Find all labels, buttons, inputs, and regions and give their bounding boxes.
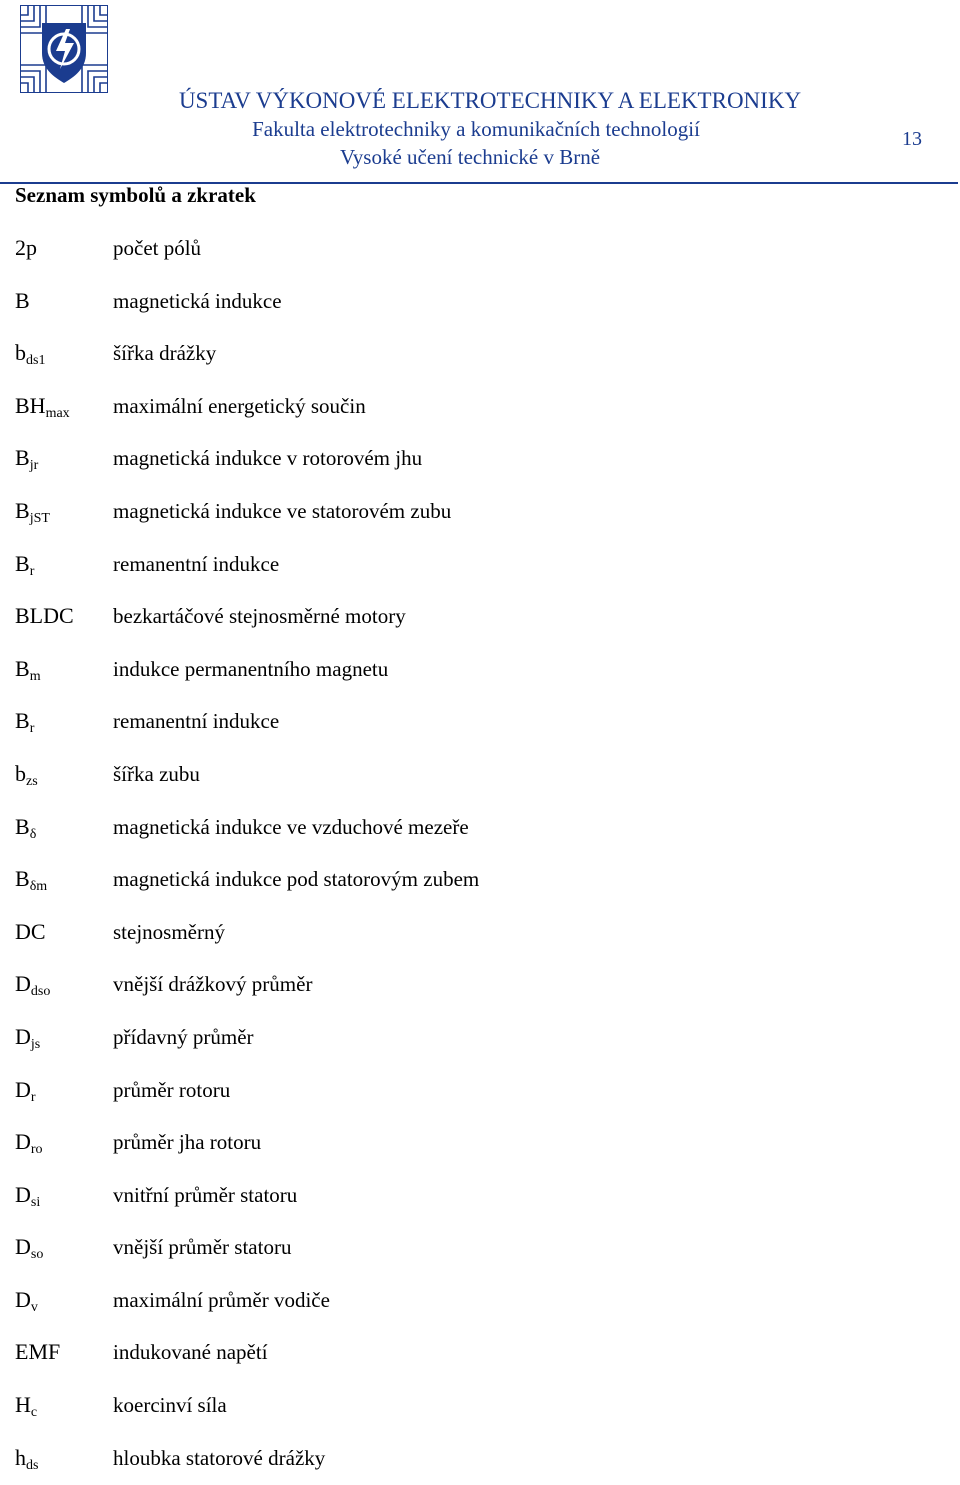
symbol-description: magnetická indukce v rotorovém jhu xyxy=(113,446,423,471)
symbol-subscript: max xyxy=(45,405,70,421)
symbol-base: b xyxy=(15,760,26,786)
symbol-base: B xyxy=(15,655,30,681)
symbol-description: stejnosměrný xyxy=(113,919,225,944)
symbol-subscript: so xyxy=(30,1247,44,1263)
symbol-description: počet pólů xyxy=(113,236,202,260)
symbol xyxy=(15,1392,38,1421)
symbol xyxy=(15,708,35,737)
symbol-subscript: c xyxy=(30,1405,38,1421)
symbol-description: magnetická indukce pod statorovým zubem xyxy=(113,867,480,892)
university-name: Vysoké učení technické v Brně xyxy=(339,145,601,169)
symbol-description: hloubka statorové drážky xyxy=(113,1445,326,1470)
symbol-base: D xyxy=(15,1076,31,1102)
symbol-row xyxy=(0,1117,960,1170)
symbol xyxy=(15,1024,40,1050)
symbol-description: magnetická indukce xyxy=(113,288,282,313)
symbol-row xyxy=(0,1433,960,1485)
symbol-subscript: ro xyxy=(30,1142,43,1158)
symbol-row xyxy=(0,802,960,855)
symbol xyxy=(15,1234,44,1263)
symbol-row xyxy=(0,328,960,381)
symbol-row xyxy=(0,854,960,907)
symbol-subscript: dso xyxy=(30,984,51,1000)
symbol-subscript: δ xyxy=(29,826,37,842)
symbol xyxy=(15,393,70,419)
symbol-description: remanentní indukce xyxy=(113,551,280,576)
symbol-row xyxy=(0,276,960,329)
vut-shield-logo-icon xyxy=(20,5,108,93)
symbol-description: maximální průměr vodiče xyxy=(113,1287,330,1312)
symbol-base: B xyxy=(15,550,30,576)
symbol xyxy=(15,1445,38,1471)
symbol-base: D xyxy=(15,1234,31,1260)
symbol-base: 2p xyxy=(15,235,37,260)
symbol-description: šířka zubu xyxy=(113,761,200,786)
symbol-description: průměr rotoru xyxy=(113,1077,231,1102)
symbol-subscript: jr xyxy=(29,458,39,474)
symbol-description: šířka drážky xyxy=(113,341,217,366)
symbol xyxy=(15,551,34,577)
symbol xyxy=(15,340,46,369)
symbol xyxy=(15,971,51,1000)
symbol-base: BLDC xyxy=(15,603,74,629)
symbol-subscript: jST xyxy=(29,510,50,526)
symbol xyxy=(15,866,48,895)
symbol xyxy=(15,445,39,474)
symbol-row xyxy=(0,749,960,802)
symbol-row xyxy=(0,486,960,539)
symbol-row xyxy=(0,1380,960,1433)
symbol-description: remanentní indukce xyxy=(113,709,280,734)
symbol-description: indukované napětí xyxy=(113,1340,268,1365)
symbol-description: průměr jha rotoru xyxy=(113,1130,262,1155)
symbol-base: D xyxy=(15,1181,31,1207)
symbol-subscript: δm xyxy=(29,879,48,895)
symbol-base: B xyxy=(15,497,30,523)
symbol-base: b xyxy=(15,340,26,366)
symbol-subscript: ds xyxy=(26,1457,39,1473)
symbol-description: bezkartáčové stejnosměrné motory xyxy=(113,604,406,629)
symbol-base: D xyxy=(15,1129,31,1155)
symbol-base: H xyxy=(15,1392,31,1418)
symbol-subscript: r xyxy=(29,721,35,737)
symbol xyxy=(15,656,41,682)
symbol xyxy=(15,1129,43,1158)
symbol xyxy=(15,603,74,629)
symbol xyxy=(15,1182,40,1208)
symbol-base: h xyxy=(15,1444,26,1470)
symbol-row xyxy=(0,381,960,434)
symbol xyxy=(15,235,37,261)
symbol-row xyxy=(0,1327,960,1380)
symbol xyxy=(15,1287,38,1313)
symbol-description: koercinví síla xyxy=(113,1393,227,1418)
symbol-base: DC xyxy=(15,918,46,944)
symbol-base: B xyxy=(15,866,30,892)
symbol-subscript: zs xyxy=(26,773,38,789)
symbol-subscript: ds1 xyxy=(26,353,46,369)
symbol-description: vnější drážkový průměr xyxy=(113,972,313,997)
symbol-row xyxy=(0,1222,960,1275)
symbol xyxy=(15,1077,36,1103)
symbol-subscript: r xyxy=(30,1089,36,1105)
symbol xyxy=(15,288,30,314)
symbol-list xyxy=(0,223,960,1485)
symbol-base: BH xyxy=(15,392,46,418)
section-title: Seznam symbolů a zkratek xyxy=(15,183,256,207)
symbol-description: magnetická indukce ve statorovém zubu xyxy=(113,498,452,523)
symbol-subscript: si xyxy=(30,1194,41,1210)
page-number: 13 xyxy=(902,128,922,150)
symbol-description: vnější průměr statoru xyxy=(113,1235,292,1260)
symbol-description: magnetická indukce ve vzduchové mezeře xyxy=(113,814,469,839)
faculty-name: Fakulta elektrotechniky a komunikačních technologií xyxy=(252,117,700,141)
symbol-base: B xyxy=(15,445,30,471)
symbol-base: B xyxy=(15,813,30,839)
symbol-description: maximální energetický součin xyxy=(113,393,366,418)
symbol xyxy=(15,761,38,787)
institute-name: ÚSTAV VÝKONOVÉ ELEKTROTECHNIKY A ELEKTRONIKY xyxy=(178,88,802,113)
symbol-base: D xyxy=(15,971,31,997)
symbol xyxy=(15,498,50,524)
symbol-base: EMF xyxy=(15,1339,61,1365)
symbol-subscript: v xyxy=(30,1299,38,1315)
symbol-row xyxy=(0,959,960,1012)
symbol-subscript: m xyxy=(29,668,41,684)
symbol-description: vnitřní průměr statoru xyxy=(113,1182,298,1207)
symbol-description: přídavný průměr xyxy=(113,1024,254,1049)
symbol-row xyxy=(0,433,960,486)
symbol xyxy=(15,919,46,945)
symbol-row xyxy=(0,907,960,960)
symbol-row xyxy=(0,1275,960,1328)
symbol-row xyxy=(0,1065,960,1118)
symbol-row xyxy=(0,539,960,592)
symbol-row xyxy=(0,1170,960,1223)
symbol-base: B xyxy=(15,708,30,734)
symbol xyxy=(15,1339,60,1365)
symbol-row xyxy=(0,644,960,697)
symbol-row xyxy=(0,591,960,644)
symbol-row xyxy=(0,223,960,276)
symbol-row xyxy=(0,1012,960,1065)
symbol-subscript: js xyxy=(30,1036,41,1052)
symbol-row xyxy=(0,696,960,749)
symbol-base: D xyxy=(15,1286,31,1312)
symbol-base: B xyxy=(15,287,30,313)
symbol-base: D xyxy=(15,1023,31,1049)
symbol xyxy=(15,814,36,840)
symbol-subscript: r xyxy=(29,563,35,579)
symbol-description: indukce permanentního magnetu xyxy=(113,656,389,681)
